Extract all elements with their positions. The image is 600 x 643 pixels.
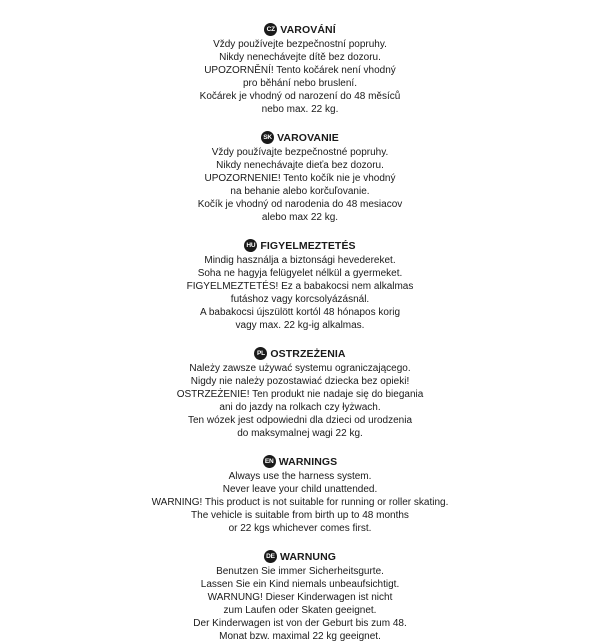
section-title: VAROVANIE — [277, 131, 339, 144]
section-heading — [0, 454, 600, 469]
warning-text-line: Nigdy nie należy pozostawiać dziecka bez opieki! — [190, 376, 410, 387]
warning-section-sk — [0, 130, 600, 224]
warning-section-pl — [0, 346, 600, 440]
warning-text-line: Der Kinderwagen ist von der Geburt bis zum 48. — [193, 618, 407, 629]
language-code-badge: DE — [264, 550, 277, 563]
warning-text-line: Lassen Sie ein Kind niemals unbeaufsichtigt. — [200, 579, 400, 590]
warning-text-line: Soha ne hagyja felügyelet nélkül a gyermeket. — [197, 268, 403, 279]
section-heading — [0, 22, 600, 37]
section-heading — [0, 346, 600, 361]
warning-text-line: pro běhání nebo bruslení. — [243, 78, 357, 89]
warning-text-line: Always use the harness system. — [228, 471, 372, 482]
warning-text-line: The vehicle is suitable from birth up to 48 months — [191, 510, 409, 521]
warning-text-line: Mindig használja a biztonsági hevedereket. — [204, 255, 396, 266]
section-heading — [0, 238, 600, 253]
warning-text-line: Ten wózek jest odpowiedni dla dzieci od urodzenia — [187, 415, 413, 426]
warning-text-line: WARNUNG! Dieser Kinderwagen ist nicht — [207, 592, 393, 603]
section-heading — [0, 549, 600, 564]
warning-text-line: Nikdy nenechávejte dítě bez dozoru. — [219, 52, 381, 63]
warning-text-line: Należy zawsze używać systemu ograniczającego. — [189, 363, 411, 374]
warning-text-line: UPOZORNENIE! Tento kočík nie je vhodný — [204, 173, 396, 184]
section-title: WARNUNG — [279, 550, 337, 563]
warning-text-line: Benutzen Sie immer Sicherheitsgurte. — [216, 566, 384, 577]
warning-text-line: Never leave your child unattended. — [222, 484, 378, 495]
warning-text-line: OSTRZEŻENIE! Ten produkt nie nadaje się do biegania — [176, 389, 424, 400]
warning-text-line: alebo max 22 kg. — [261, 212, 339, 223]
language-code-badge: HU — [244, 239, 257, 252]
warning-text-line: ani do jazdy na rolkach czy łyżwach. — [219, 402, 381, 413]
section-title: FIGYELMEZTETÉS — [260, 239, 356, 252]
warning-text-line: Vždy používejte bezpečnostní popruhy. — [213, 39, 387, 50]
language-code-badge: EN — [263, 455, 276, 468]
warning-text-line: Kočík je vhodný od narodenia do 48 mesiacov — [197, 199, 403, 210]
warning-section-hu — [0, 238, 600, 332]
warning-text-line: WARNING! This product is not suitable for running or roller skating. — [151, 497, 449, 508]
warning-text-line: zum Laufen oder Skaten geeignet. — [223, 605, 377, 616]
warning-text-line: vagy max. 22 kg-ig alkalmas. — [235, 320, 365, 331]
warning-section-cz — [0, 22, 600, 116]
warning-text-line: A babakocsi újszülött kortól 48 hónapos korig — [199, 307, 401, 318]
section-title: OSTRZEŻENIA — [270, 347, 346, 360]
warning-text-line: Monat bzw. maximal 22 kg geeignet. — [219, 631, 381, 642]
warning-text-line: Nikdy nenechávajte dieťa bez dozoru. — [216, 160, 384, 171]
language-code-badge: SK — [261, 131, 274, 144]
warning-text-line: futáshoz vagy korcsolyázásnál. — [230, 294, 370, 305]
warning-text-line: nebo max. 22 kg. — [261, 104, 339, 115]
language-code-badge: PL — [254, 347, 267, 360]
warning-text-line: Kočárek je vhodný od narození do 48 měsíců — [199, 91, 401, 102]
warning-text-line: Vždy používajte bezpečnostné popruhy. — [211, 147, 389, 158]
warning-section-en — [0, 454, 600, 535]
warning-text-line: na behanie alebo korčuľovanie. — [230, 186, 370, 197]
warning-text-line: do maksymalnej wagi 22 kg. — [237, 428, 363, 439]
section-heading — [0, 130, 600, 145]
warning-text-line: or 22 kgs whichever comes first. — [228, 523, 372, 534]
warning-text-line: FIGYELMEZTETÉS! Ez a babakocsi nem alkalmas — [186, 281, 414, 292]
section-title: VAROVÁNÍ — [280, 23, 336, 36]
warning-text-line: UPOZORNĚNÍ! Tento kočárek není vhodný — [204, 65, 396, 76]
section-title: WARNINGS — [278, 455, 338, 468]
warning-section-de — [0, 549, 600, 643]
language-code-badge: CZ — [264, 23, 277, 36]
